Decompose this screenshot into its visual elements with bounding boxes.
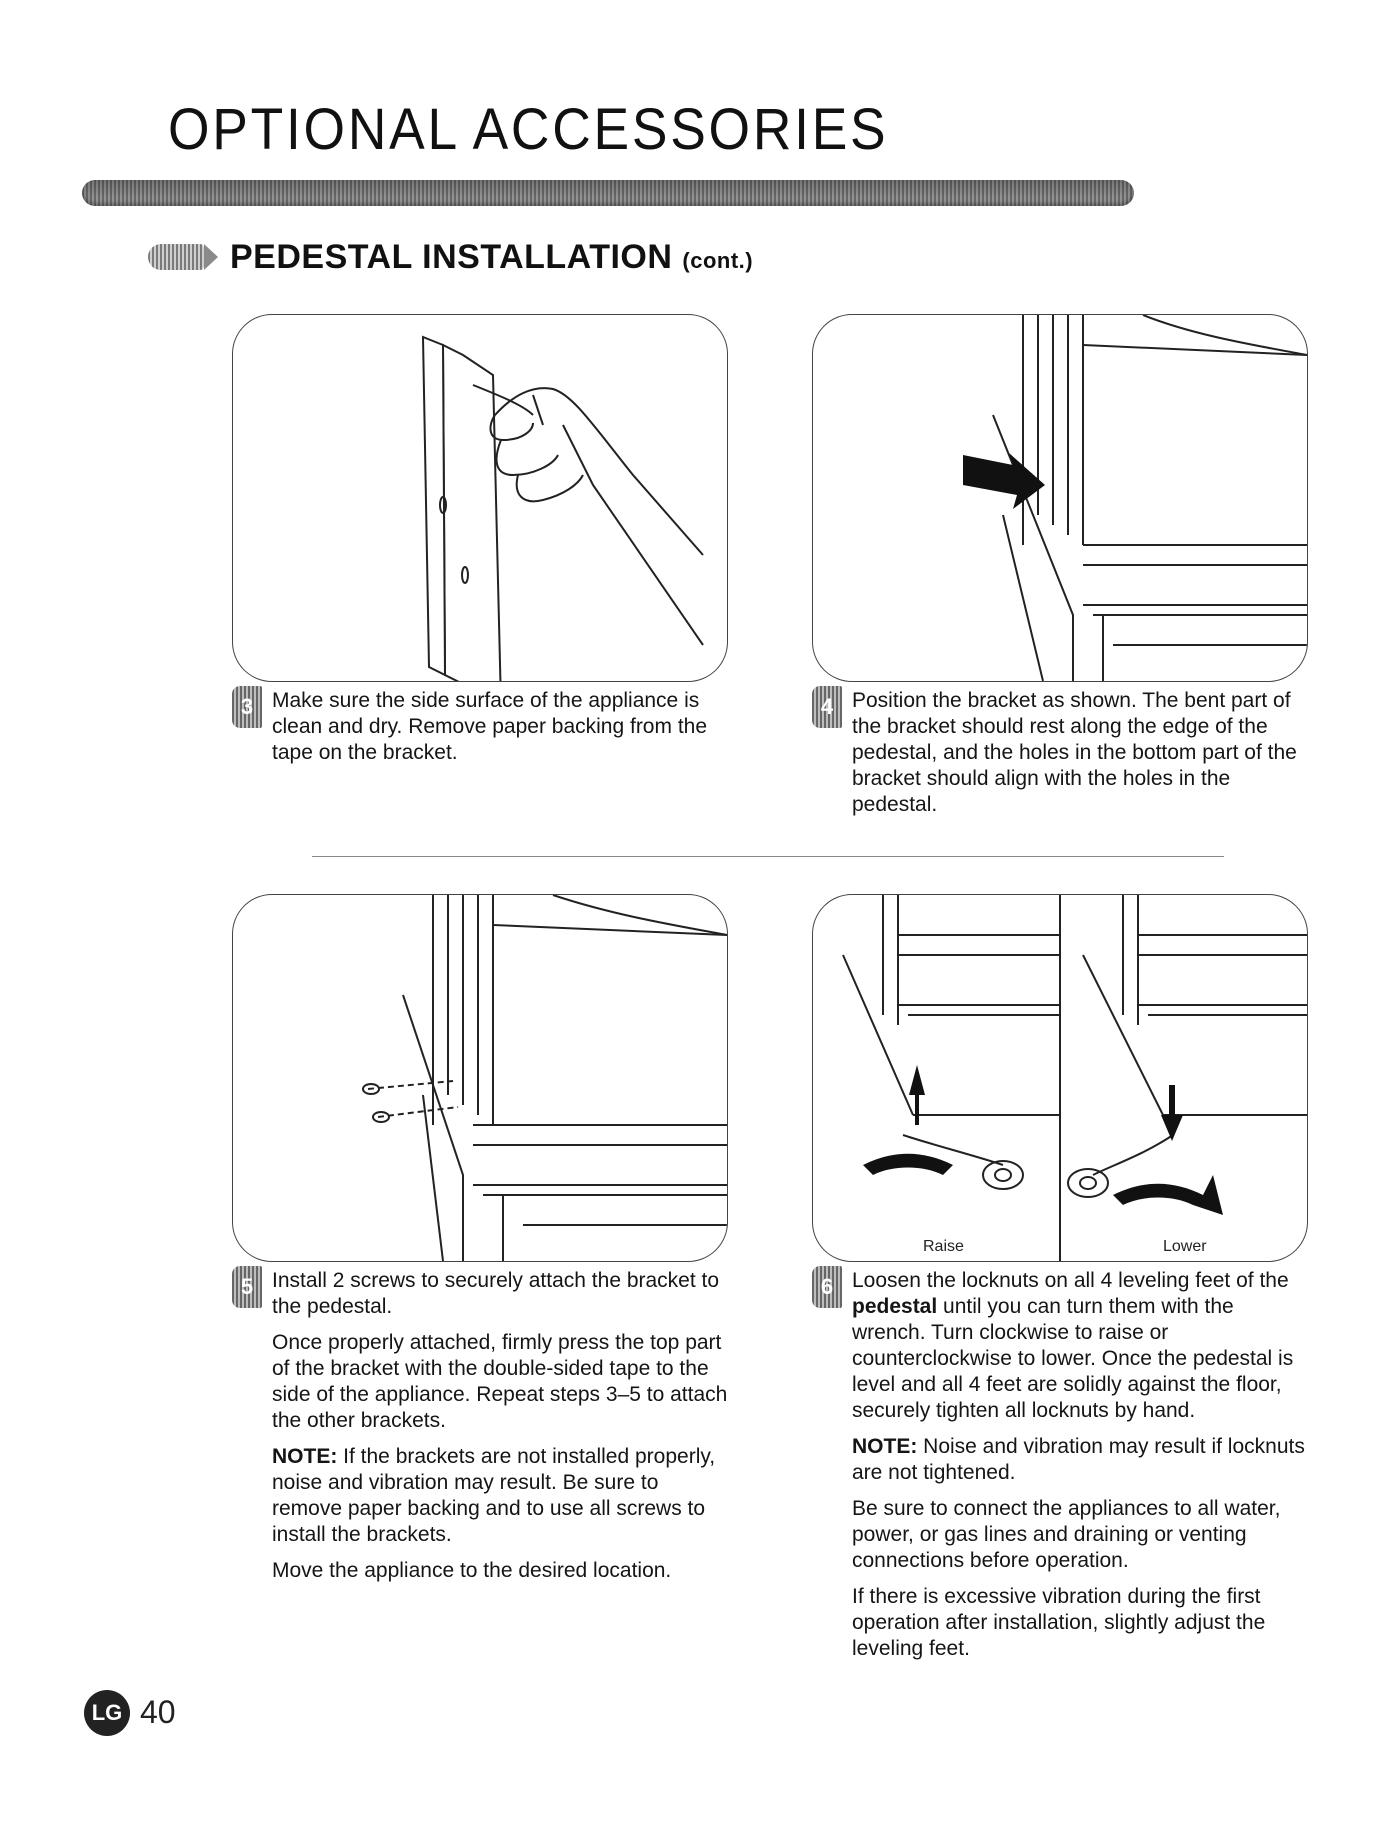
rotate-right-icon bbox=[1113, 1175, 1223, 1215]
note-text: If the brackets are not installed properly, noise and vibration may result. Be sure to remove paper backing and to use all screws to install the brackets. bbox=[272, 1445, 716, 1546]
step-6-paragraph-1: Be sure to connect the appliances to all water, power, or gas lines and draining or venting connections before operation. bbox=[852, 1497, 1281, 1572]
step-4-badge: 4 bbox=[812, 686, 842, 728]
step-3-badge: 3 bbox=[232, 686, 262, 728]
step-5-closing: Move the appliance to the desired location. bbox=[272, 1559, 672, 1582]
step-3-text bbox=[272, 688, 732, 776]
step-4-text bbox=[852, 688, 1312, 828]
note-label: NOTE: bbox=[272, 1445, 338, 1468]
raise-label: Raise bbox=[923, 1238, 964, 1255]
step-5-badge: 5 bbox=[232, 1266, 262, 1308]
step-6-intro-bold: pedestal bbox=[852, 1295, 938, 1318]
step-5-note bbox=[272, 1444, 732, 1548]
step-6-text bbox=[852, 1268, 1312, 1672]
page-number: 40 bbox=[140, 1694, 176, 1730]
leveling-feet-drawing bbox=[813, 895, 1307, 1261]
step-3-illustration bbox=[232, 314, 728, 682]
page-title: OPTIONAL ACCESSORIES bbox=[168, 97, 889, 162]
section-marker-icon bbox=[148, 244, 204, 270]
note-text: Noise and vibration may result if locknuts are not tightened. bbox=[852, 1435, 1305, 1484]
section-title bbox=[230, 238, 753, 277]
step-divider bbox=[312, 856, 1224, 857]
lower-label: Lower bbox=[1163, 1238, 1207, 1255]
step-6-illustration bbox=[812, 894, 1308, 1262]
step-6-intro-b: until you can turn them with the wrench. Turn clockwise to raise or counterclockwise to lower. Once the pedestal is level and all 4 feet are solidly against the floor, securely tighten all locknuts by hand. bbox=[852, 1295, 1294, 1422]
step-5-text bbox=[272, 1268, 732, 1594]
step-5-paragraph-1: Install 2 screws to securely attach the bracket to the pedestal. bbox=[272, 1269, 720, 1318]
rotate-left-icon bbox=[863, 1154, 953, 1175]
step-4-illustration bbox=[812, 314, 1308, 682]
step-6-paragraph-2: If there is excessive vibration during the first operation after installation, slightly adjust the leveling feet. bbox=[852, 1585, 1266, 1660]
lg-logo-icon: LG bbox=[84, 1690, 130, 1736]
section-title-text: PEDESTAL INSTALLATION bbox=[230, 238, 673, 276]
step-4-paragraph: Position the bracket as shown. The bent part of the bracket should rest along the edge of the pedestal, and the holes in the bottom part of the bracket should align with the holes in the pedestal. bbox=[852, 689, 1297, 816]
step-6-intro bbox=[852, 1268, 1312, 1424]
arrow-icon bbox=[963, 453, 1045, 509]
screw-install-drawing bbox=[233, 895, 727, 1261]
header-divider-bar bbox=[82, 180, 1134, 206]
bracket-hand-drawing bbox=[233, 315, 727, 681]
step-6-badge: 6 bbox=[812, 1266, 842, 1308]
note-label: NOTE: bbox=[852, 1435, 918, 1458]
bracket-position-drawing bbox=[813, 315, 1307, 681]
section-arrow-icon bbox=[204, 244, 218, 270]
step-6-note bbox=[852, 1434, 1312, 1486]
section-title-suffix: (cont.) bbox=[682, 248, 754, 273]
step-3-paragraph: Make sure the side surface of the appliance is clean and dry. Remove paper backing from the tape on the bracket. bbox=[272, 689, 708, 764]
step-5-paragraph-2: Once properly attached, firmly press the top part of the bracket with the double-sided tape to the side of the appliance. Repeat steps 3–5 to attach the other brackets. bbox=[272, 1331, 728, 1432]
step-6-intro-a: Loosen the locknuts on all 4 leveling feet of the bbox=[852, 1269, 1289, 1292]
lower-arrow-icon bbox=[1161, 1085, 1183, 1141]
step-5-illustration bbox=[232, 894, 728, 1262]
